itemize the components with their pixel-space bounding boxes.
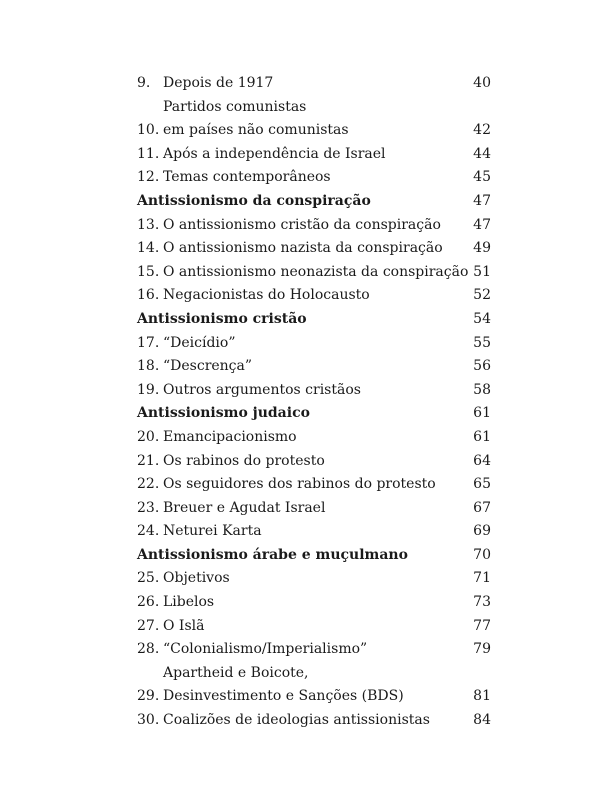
toc-title-line: Apartheid e Boicote, (163, 664, 309, 681)
toc-title-line: Negacionistas do Holocausto (163, 287, 370, 304)
toc-entry (137, 638, 491, 662)
toc-title-line: O antissionismo nazista da conspiração (163, 240, 443, 257)
toc-entry-number: 13. (137, 216, 160, 233)
toc-entry (137, 615, 491, 639)
toc-page-number: 42 (473, 122, 491, 139)
toc-entry (137, 591, 491, 615)
toc-entry-title (163, 426, 471, 450)
toc-entry-number: 24. (137, 523, 160, 540)
toc-page-number: 49 (473, 240, 491, 257)
toc-entry-title (163, 332, 471, 356)
toc-section-title (137, 190, 471, 214)
toc-entry (137, 473, 491, 497)
toc-page-number: 61 (473, 428, 491, 445)
toc-entry (137, 497, 491, 521)
toc-entry-number: 16. (137, 287, 160, 304)
toc-title-line: Emancipacionismo (163, 428, 297, 445)
toc-entry-title (163, 497, 471, 521)
toc-entry-title (163, 638, 471, 662)
toc-entry-title (163, 72, 471, 96)
toc-entry (137, 426, 491, 450)
toc-title-line: “Colonialismo/Imperialismo” (163, 641, 368, 658)
toc-section-heading (137, 402, 491, 426)
toc-page-number: 40 (473, 75, 491, 91)
toc-page-number: 47 (473, 192, 491, 209)
toc-title-line: em países não comunistas (163, 122, 349, 139)
toc-title-line: Depois de 1917 (163, 75, 274, 91)
toc-page-number: 84 (473, 712, 491, 729)
toc-entry-number: 27. (137, 617, 160, 634)
toc-entry (137, 709, 491, 733)
toc-page-number: 55 (473, 334, 491, 351)
toc-entry-number: 17. (137, 334, 160, 351)
toc-entry-title (163, 261, 471, 285)
toc-page-number: 45 (473, 169, 491, 186)
toc-entry (137, 379, 491, 403)
toc-entry-title (163, 615, 471, 639)
toc-page-number: 58 (473, 381, 491, 398)
toc-title-line: “Deicídio” (163, 334, 236, 351)
toc-title-line: Antissionismo árabe e muçulmano (137, 546, 408, 563)
toc-entry-number: 28. (137, 641, 160, 658)
toc-entry-number: 12. (137, 169, 160, 186)
toc-title-line: Antissionismo judaico (137, 405, 310, 422)
toc-entry-number: 11. (137, 145, 160, 162)
toc-title-line: Os seguidores dos rabinos do protesto (163, 476, 436, 493)
toc-title-line: Antissionismo cristão (137, 310, 307, 327)
toc-section-heading (137, 190, 491, 214)
toc-title-line: Os rabinos do protesto (163, 452, 325, 469)
toc-section-title (137, 308, 471, 332)
toc-title-line: Neturei Karta (163, 523, 262, 540)
toc-title-line: O antissionismo neonazista da conspiração (163, 263, 469, 280)
toc-title-line: Objetivos (163, 570, 230, 587)
toc-entry-number: 23. (137, 499, 160, 516)
toc-entry (137, 284, 491, 308)
toc-entry-title (163, 591, 471, 615)
toc-entry-title (163, 214, 471, 238)
toc-section-heading (137, 544, 491, 568)
toc-entry (137, 166, 491, 190)
toc-title-line: Antissionismo da conspiração (137, 192, 371, 209)
toc-entry-number: 25. (137, 570, 160, 587)
toc-entry (137, 96, 491, 143)
toc-entry-title (163, 355, 471, 379)
toc-entry-number: 29. (137, 688, 160, 705)
toc-entry-title (163, 96, 471, 143)
toc-entry (137, 567, 491, 591)
toc-page-number: 51 (473, 263, 491, 280)
toc-section-heading (137, 308, 491, 332)
toc-page-number: 47 (473, 216, 491, 233)
toc-entry (137, 450, 491, 474)
toc-entry-number: 22. (137, 476, 160, 493)
toc-title-line: Breuer e Agudat Israel (163, 499, 326, 516)
toc-entry (137, 143, 491, 167)
toc-entry-number: 15. (137, 263, 160, 280)
toc-entry-number: 26. (137, 594, 160, 611)
toc-entry (137, 520, 491, 544)
toc-page-number: 61 (473, 405, 491, 422)
toc-title-line: “Descrença” (163, 358, 253, 375)
toc-entry (137, 332, 491, 356)
toc-section-title (137, 402, 471, 426)
toc-page-number: 56 (473, 358, 491, 375)
toc-page-number: 69 (473, 523, 491, 540)
toc-title-line: Temas contemporâneos (163, 169, 331, 186)
toc-title-line: Libelos (163, 594, 215, 611)
toc-entry-title (163, 567, 471, 591)
toc-entry-title (163, 450, 471, 474)
toc-entry-number: 18. (137, 358, 160, 375)
toc-entry (137, 261, 491, 285)
toc-entry (137, 355, 491, 379)
toc-page-number: 64 (473, 452, 491, 469)
toc-entry-number: 19. (137, 381, 160, 398)
toc-page-number: 44 (473, 145, 491, 162)
toc-entry-title (163, 473, 471, 497)
toc-entry (137, 72, 491, 96)
table-of-contents (137, 72, 491, 733)
toc-section-title (137, 544, 471, 568)
toc-entry-number: 10. (137, 122, 160, 139)
toc-entry-title (163, 284, 471, 308)
toc-entry-title (163, 662, 471, 709)
toc-page-number: 70 (473, 546, 491, 563)
toc-entry-number: 20. (137, 428, 160, 445)
toc-title-line: O Islã (163, 617, 205, 634)
toc-page-number: 71 (473, 570, 491, 587)
toc-entry (137, 214, 491, 238)
toc-title-line: Partidos comunistas (163, 98, 307, 115)
toc-title-line: Desinvestimento e Sanções (BDS) (163, 688, 404, 705)
toc-page-number: 73 (473, 594, 491, 611)
toc-page-number: 79 (473, 641, 491, 658)
toc-title-line: Coalizões de ideologias antissionistas (163, 712, 430, 729)
toc-page-number: 81 (473, 688, 491, 705)
toc-title-line: O antissionismo cristão da conspiração (163, 216, 441, 233)
toc-page-number: 77 (473, 617, 491, 634)
toc-entry-title (163, 520, 471, 544)
toc-page-number: 67 (473, 499, 491, 516)
toc-entry-number: 30. (137, 712, 160, 729)
toc-page-number: 52 (473, 287, 491, 304)
toc-entry (137, 237, 491, 261)
toc-title-line: Após a independência de Israel (163, 145, 386, 162)
toc-title-line: Outros argumentos cristãos (163, 381, 361, 398)
toc-entry-title (163, 237, 471, 261)
toc-entry-title (163, 143, 471, 167)
toc-entry-title (163, 166, 471, 190)
toc-entry-number: 9. (137, 75, 151, 91)
toc-entry-title (163, 379, 471, 403)
toc-entry-number: 14. (137, 240, 160, 257)
toc-entry-title (163, 709, 471, 733)
toc-page-number: 54 (473, 310, 491, 327)
toc-entry-number: 21. (137, 452, 160, 469)
toc-page-number: 65 (473, 476, 491, 493)
toc-entry (137, 662, 491, 709)
